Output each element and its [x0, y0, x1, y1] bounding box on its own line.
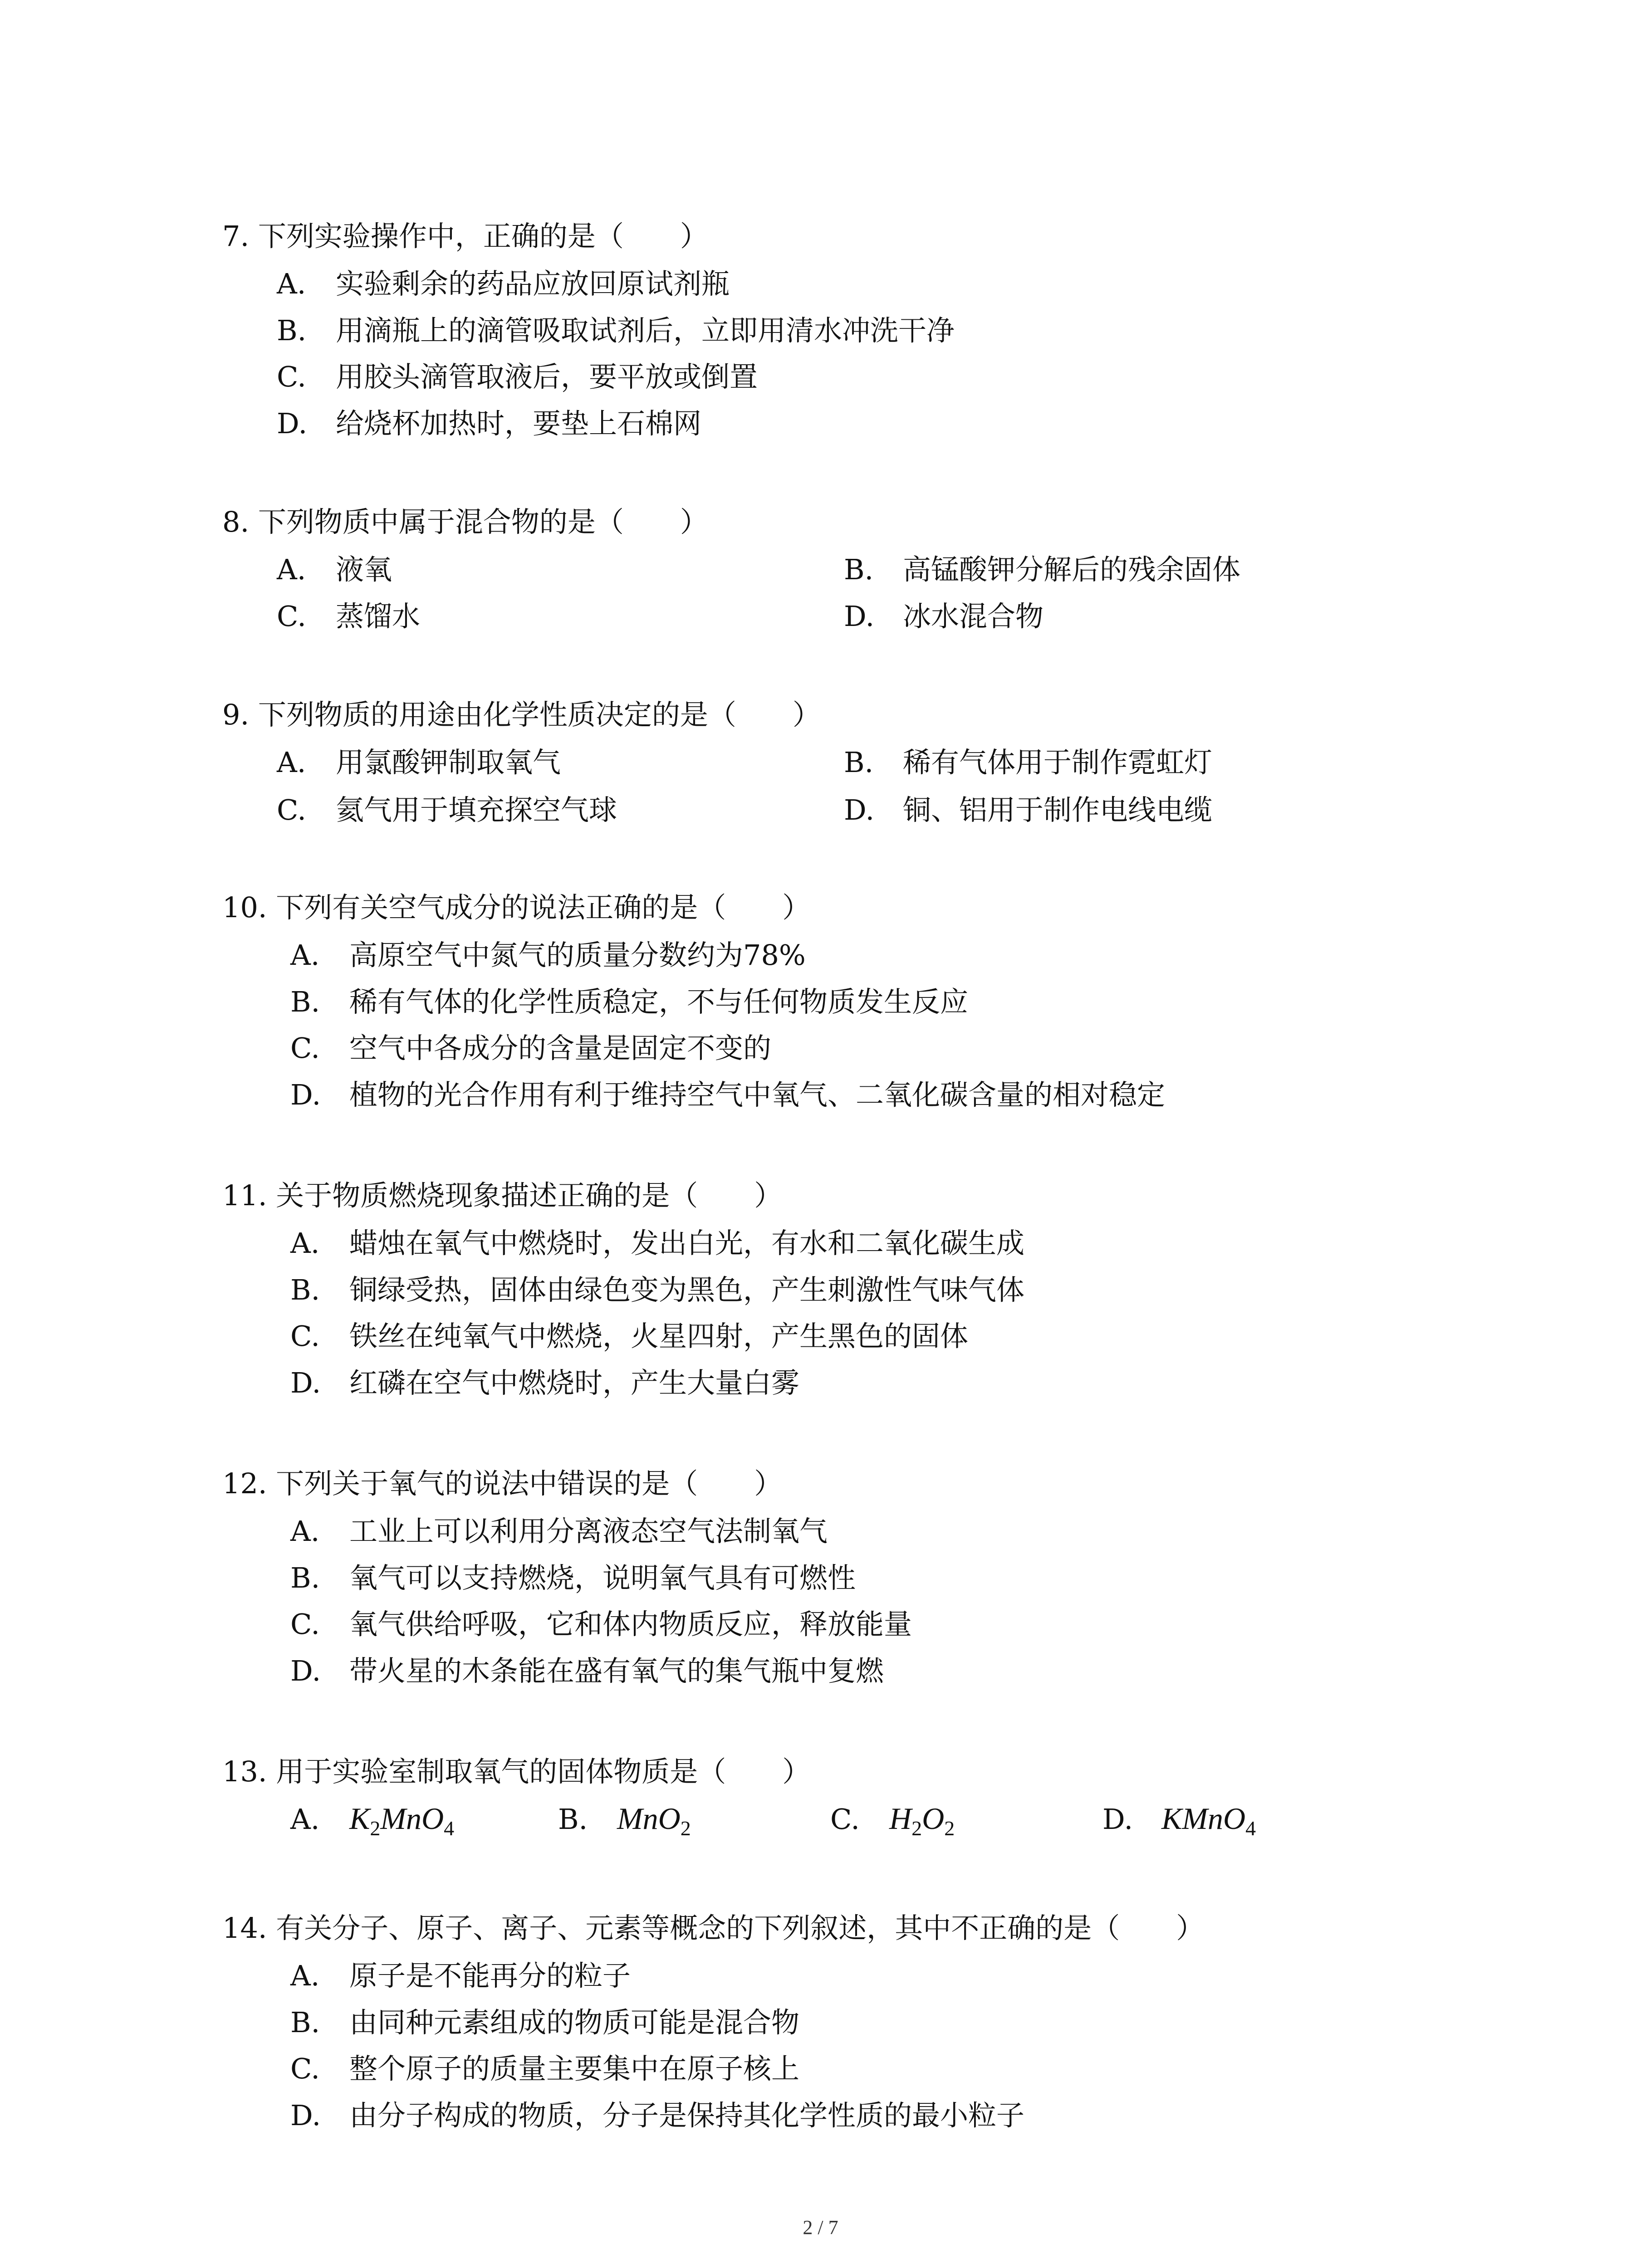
formula-subscript: 2 [911, 1817, 922, 1840]
chemical-formula: MnO$_2$ [617, 1801, 691, 1840]
question-8-option-c [277, 602, 420, 631]
option-label: D. [290, 2099, 321, 2132]
option-label: B. [290, 985, 320, 1018]
question-11-option-c [290, 1320, 969, 1353]
question-12-stem: 12. 下列关于氧气的说法中错误的是（ ） [222, 1467, 783, 1500]
option-label: D. [290, 1078, 321, 1111]
chemical-formula: KMnO$_4$ [1161, 1801, 1256, 1840]
question-13-option-b [558, 1801, 691, 1840]
option-text: 实验剩余的药品应放回原试剂瓶 [336, 267, 730, 300]
option-label: A. [290, 1227, 320, 1260]
option-text: 用胶头滴管取液后，要平放或倒置 [336, 360, 758, 393]
option-label: B. [290, 2006, 320, 2039]
option-label: D. [844, 600, 875, 633]
option-label: A. [277, 746, 306, 779]
option-label: A. [290, 1515, 320, 1548]
question-10-stem: 10. 下列有关空气成分的说法正确的是（ ） [222, 891, 811, 924]
question-14-stem: 14. 有关分子、原子、离子、元素等概念的下列叙述，其中不正确的是（ ） [222, 1911, 1205, 1945]
question-14-option-d [290, 2099, 1025, 2132]
option-text: 工业上可以利用分离液态空气法制氧气 [349, 1515, 828, 1548]
question-8-stem: 8. 下列物质中属于混合物的是（ ） [222, 505, 708, 538]
question-13-option-c [830, 1801, 955, 1840]
question-12-option-a [290, 1515, 828, 1548]
question-12-option-c [290, 1608, 912, 1641]
option-label: D. [277, 407, 308, 440]
option-text: 蜡烛在氧气中燃烧时，发出白光，有水和二氧化碳生成 [349, 1227, 1025, 1260]
question-10-option-b [290, 985, 969, 1018]
option-text: 氦气用于填充探空气球 [336, 793, 617, 826]
option-text: 由同种元素组成的物质可能是混合物 [349, 2006, 800, 2039]
question-10-option-d [290, 1078, 1166, 1111]
question-10-option-a [290, 938, 806, 972]
question-9-option-d [844, 793, 1213, 826]
page-number: 2 / 7 [803, 2216, 838, 2239]
formula-subscript: 4 [444, 1817, 455, 1840]
question-7-option-b [277, 314, 955, 347]
option-text: 铜、铝用于制作电线电缆 [903, 793, 1213, 826]
formula-subscript: 4 [1245, 1817, 1256, 1840]
option-label: C. [290, 1608, 320, 1641]
formula-subscript: 2 [680, 1817, 691, 1840]
option-text: 氧气供给呼吸，它和体内物质反应，释放能量 [349, 1608, 912, 1641]
option-label: B. [844, 553, 874, 586]
option-label: C. [277, 600, 306, 633]
option-text: 铜绿受热，固体由绿色变为黑色，产生刺激性气味气体 [349, 1273, 1025, 1306]
option-text: 高原空气中氮气的质量分数约为78% [349, 938, 806, 972]
question-13-stem: 13. 用于实验室制取氧气的固体物质是（ ） [222, 1755, 811, 1788]
option-label: C. [830, 1803, 860, 1836]
option-text: 蒸馏水 [336, 600, 421, 633]
option-text: 稀有气体的化学性质稳定，不与任何物质发生反应 [349, 985, 969, 1018]
option-label: C. [290, 2052, 320, 2085]
question-11-option-a [290, 1227, 1025, 1260]
option-label: B. [290, 1273, 320, 1306]
question-13-option-a [290, 1801, 455, 1840]
option-text: 用氯酸钾制取氧气 [336, 746, 561, 779]
question-11-option-d [290, 1366, 800, 1399]
question-7-option-c [277, 360, 758, 393]
question-9-stem: 9. 下列物质的用途由化学性质决定的是（ ） [222, 698, 821, 731]
question-10-option-c [290, 1031, 772, 1065]
option-text: 由分子构成的物质，分子是保持其化学性质的最小粒子 [349, 2099, 1025, 2132]
question-9-option-c [277, 793, 617, 826]
option-label: D. [290, 1366, 321, 1399]
option-label: D. [844, 793, 875, 826]
question-8-option-b [844, 553, 1241, 586]
question-11-stem: 11. 关于物质燃烧现象描述正确的是（ ） [222, 1179, 783, 1212]
chemical-formula: $H_2O_2$ [889, 1801, 955, 1840]
question-13-option-d [1102, 1801, 1256, 1840]
option-text: 用滴瓶上的滴管吸取试剂后，立即用清水冲洗干净 [336, 314, 955, 347]
question-11-option-b [290, 1273, 1025, 1306]
option-label: A. [290, 938, 320, 972]
question-12-option-b [290, 1561, 856, 1594]
question-14-option-c [290, 2052, 800, 2085]
option-text: 原子是不能再分的粒子 [349, 1959, 631, 1992]
option-text: 整个原子的质量主要集中在原子核上 [349, 2052, 800, 2085]
option-text: 带火星的木条能在盛有氧气的集气瓶中复燃 [349, 1654, 884, 1687]
question-7-option-a [277, 267, 730, 300]
option-text: 植物的光合作用有利于维持空气中氧气、二氧化碳含量的相对稳定 [349, 1078, 1166, 1111]
question-7-option-d [277, 407, 702, 440]
option-label: A. [277, 553, 306, 586]
option-label: A. [290, 1803, 320, 1836]
option-label: B. [558, 1803, 588, 1836]
option-label: C. [277, 360, 306, 393]
option-label: B. [844, 746, 874, 779]
question-7-stem: 7. 下列实验操作中，正确的是（ ） [222, 220, 708, 253]
question-12-option-d [290, 1654, 884, 1687]
option-label: C. [277, 793, 306, 826]
option-text: 液氧 [336, 553, 392, 586]
option-label: B. [290, 1561, 320, 1594]
question-9-option-b [844, 748, 1212, 777]
question-9-option-a [277, 748, 561, 777]
question-14-option-a [290, 1959, 631, 1992]
formula-subscript: 2 [370, 1817, 381, 1840]
question-8-option-a [277, 553, 392, 586]
option-label: A. [290, 1959, 320, 1992]
chemical-formula: $K_2MnO_4$ [349, 1801, 455, 1840]
option-text: 空气中各成分的含量是固定不变的 [349, 1031, 772, 1065]
option-text: 冰水混合物 [903, 600, 1044, 633]
option-text: 高锰酸钾分解后的残余固体 [903, 553, 1241, 586]
question-8-option-d [844, 602, 1043, 631]
option-label: D. [290, 1654, 321, 1687]
option-label: B. [277, 314, 307, 347]
option-label: C. [290, 1320, 320, 1353]
option-text: 稀有气体用于制作霓虹灯 [903, 746, 1213, 779]
option-text: 红磷在空气中燃烧时，产生大量白雾 [349, 1366, 800, 1399]
option-label: A. [277, 267, 306, 300]
option-text: 给烧杯加热时，要垫上石棉网 [336, 407, 702, 440]
option-label: D. [1102, 1803, 1133, 1836]
option-text: 氧气可以支持燃烧，说明氧气具有可燃性 [349, 1561, 856, 1594]
question-14-option-b [290, 2006, 800, 2039]
option-label: C. [290, 1031, 320, 1065]
formula-subscript: 2 [944, 1817, 955, 1840]
option-text: 铁丝在纯氧气中燃烧，火星四射，产生黑色的固体 [349, 1320, 969, 1353]
